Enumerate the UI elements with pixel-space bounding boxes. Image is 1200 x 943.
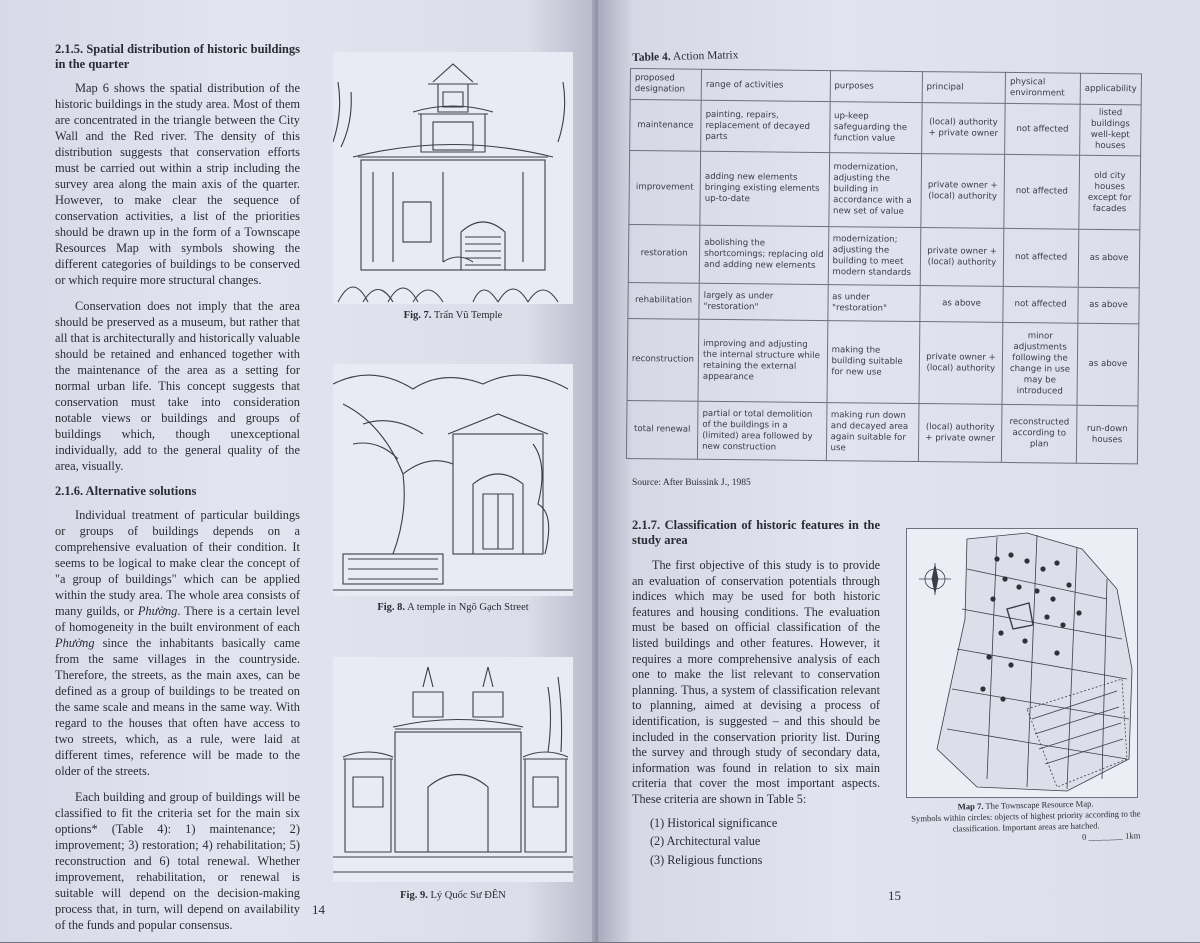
table-cell: as above: [920, 286, 1004, 323]
map-7-title: Map 7. The Townscape Resource Map.: [957, 798, 1094, 812]
right-text-column: [632, 518, 880, 871]
table-cell: partial or total demolition of the buildings in a (limited) area followed by new construction: [697, 401, 826, 460]
action-matrix-table: [626, 68, 1142, 464]
table-row: [629, 151, 1141, 230]
paragraph-individual-treatment: Individual treatment of particular buildings or groups of buildings depends on a comprehensive evaluation of their condition. It seems to be logical to make clear the concept of "a group of buildings" which can be applied within the study area. The whole area consists of many guilds, or Phường. There is a certain level of homogeneity in the built environment of each Phường since the inhabitants basically came from the same villages in the countryside. Therefore, the streets, as the main axes, can be defined as a group of buildings to be treated on the same scale and means in the same way. With regard to the houses that often have access to two streets, which, as a rule, were laid at different times, reference will be made to the older of the streets.: [55, 508, 300, 778]
table-cell: rehabilitation: [628, 282, 699, 319]
map-scale: 0 ________ 1km: [1081, 830, 1141, 842]
table-row: [627, 318, 1139, 405]
table-cell: total renewal: [626, 400, 698, 459]
table-cell: adding new elements bringing existing elements up-to-date: [700, 151, 829, 226]
map-7-description: Symbols within circles: objects of highest priority according to the classification. Important areas are hatched.: [911, 808, 1141, 834]
page-number-right: 15: [888, 888, 901, 903]
table-cell: private owner + (local) authority: [919, 322, 1003, 405]
table-cell: modernization; adjusting the building to meet modern standards: [828, 227, 921, 286]
list-item: (2) Architectural value: [650, 834, 761, 849]
table-cell: making run down and decayed area again suitable for use: [826, 403, 919, 462]
table-header-cell: purposes: [830, 71, 923, 103]
table-header-cell: proposed designation: [630, 69, 701, 101]
table-header-cell: physical environment: [1005, 72, 1080, 104]
paragraph-classification: Each building and group of buildings will be classified to fit the criteria set for the main six options* (Table 4): 1) maintenance; 2) improvement; 3) restoration; 4) rehabilitation; 5) reconstruction and 6) total renewal. Whether improvement, rehabilitation, or renewal is suitable will depend on the decision-making process that, in turn, will depend on availability of the funds and popular consensus.: [55, 790, 300, 932]
table-cell: (local) authority + private owner: [918, 404, 1002, 463]
table-cell: old city houses except for facades: [1079, 155, 1141, 230]
compass-rose-icon: [919, 563, 951, 595]
paragraph-first-objective: The first objective of this study is to provide an evaluation of conservation potentials through indices which may be used for both historic features and housing conditions. The evaluation must be based on official classification of the listed buildings and other features. However, it requires a more comprehensive analysis of each one to make the list relevant to conservation planning. Thus, a system of classification relevant to planning, aimed at devising a process of identification, is suggested – and this should be included in the conservation priority list. During the survey and through study of secondary data, information was found in relation to six main criteria that cover the most important aspects. These criteria are shown in Table 5:: [632, 558, 880, 806]
table-cell: painting, repairs, replacement of decayed parts: [701, 100, 830, 152]
figure-9-caption: Fig. 9. Lý Quốc Sư ĐÊN: [400, 890, 506, 901]
table-cell: private owner + (local) authority: [921, 154, 1005, 229]
table-cell: restoration: [628, 224, 700, 283]
table-cell: run-down houses: [1076, 405, 1138, 464]
table-cell: modernization, adjusting the building in accordance with a new set of value: [828, 153, 921, 228]
map-7-caption: [906, 797, 1147, 846]
figure-8-caption: Fig. 8. A temple in Ngõ Gạch Street: [377, 602, 529, 613]
left-text-column: [55, 42, 300, 943]
section-216-title: 2.1.6. Alternative solutions: [55, 484, 197, 498]
table-cell: largely as under "restoration": [699, 283, 828, 320]
table-row: [626, 400, 1138, 463]
figure-7-sketch: [333, 52, 573, 304]
table-cell: as above: [1078, 229, 1140, 288]
paragraph-conservation: Conservation does not imply that the area should be preserved as a museum, but rather that all that is architecturally and historically valuable should be retained and enhanced together with the maintenance of the area as a setting for normal urban life. This concept suggests that conservation must take into consideration notable views or buildings and groups of buildings which, though unexceptional individually, add to the general quality of the area, visually.: [55, 299, 300, 473]
table-cell: as above: [1078, 287, 1139, 324]
table-cell: not affected: [1003, 286, 1078, 323]
table-row: [628, 224, 1140, 287]
table-cell: as above: [1077, 323, 1139, 406]
table-header-cell: applicability: [1080, 73, 1141, 105]
table-cell: not affected: [1004, 154, 1080, 229]
table-cell: as under "restoration": [827, 285, 920, 322]
table-cell: not affected: [1005, 103, 1080, 155]
table-header-cell: principal: [922, 72, 1006, 104]
table-4-title: Table 4. Action Matrix: [632, 49, 739, 64]
left-page: [0, 0, 598, 942]
table-cell: abolishing the shortcomings; replacing old and adding new elements: [699, 225, 828, 284]
criteria-list: [632, 816, 880, 869]
table-cell: minor adjustments following the change in use may be introduced: [1002, 322, 1078, 405]
list-item: (1) Historical significance: [650, 815, 778, 830]
table-cell: maintenance: [630, 100, 702, 152]
table-header-cell: range of activities: [701, 69, 830, 101]
table-row: [630, 100, 1142, 156]
table-cell: not affected: [1003, 228, 1078, 287]
section-217-title: 2.1.7. Classification of historic features in the study area: [632, 518, 880, 547]
table-cell: up-keep safeguarding the function value: [829, 102, 922, 154]
table-cell: reconstruction: [627, 318, 699, 401]
table-cell: improving and adjusting the internal structure while retaining the external appearance: [698, 319, 827, 402]
figure-9-sketch: [333, 657, 573, 882]
section-215-title: 2.1.5. Spatial distribution of historic buildings in the quarter: [55, 42, 300, 71]
table-cell: improvement: [629, 151, 701, 226]
figure-8-sketch: [333, 364, 573, 596]
table-cell: (local) authority + private owner: [921, 103, 1005, 155]
list-item: (3) Religious functions: [650, 852, 763, 867]
table-cell: making the building suitable for new use: [827, 321, 920, 404]
table-cell: reconstructed according to plan: [1002, 404, 1077, 463]
figure-7-caption: Fig. 7. Trấn Vũ Temple: [403, 310, 503, 321]
map-7-townscape: [906, 528, 1138, 798]
page-number-left: 14: [312, 902, 325, 917]
paragraph-map6: Map 6 shows the spatial distribution of the historic buildings in the study area. Most of them are concentrated in the triangle between the City Wall and the Red river. The density of this distribution suggests that conservation efforts must be carried out within a strip including the survey area along the main axis of the quarter. However, to make clear the sequence of conservation activities, a list of the priorities should be drawn up in the form of a Townscape Resources Map with symbols showing the different categories of buildings to be conserved or which require more structural changes.: [55, 81, 300, 287]
table-source: Source: After Buissink J., 1985: [632, 478, 751, 488]
table-cell: listed buildings well-kept houses: [1080, 104, 1142, 156]
table-cell: private owner + (local) authority: [920, 228, 1004, 287]
table-row: [628, 282, 1139, 323]
